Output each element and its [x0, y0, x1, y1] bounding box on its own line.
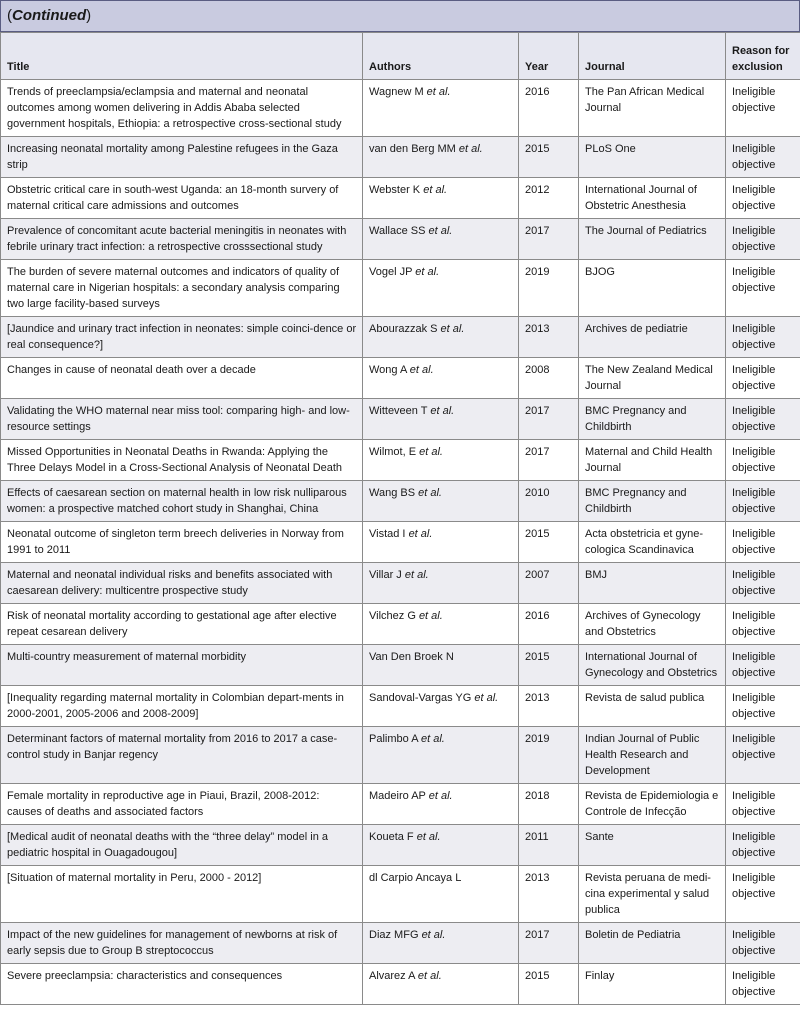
cell-title: [Situation of maternal mortality in Peru, 2000 - 2012] — [1, 866, 363, 923]
cell-reason: Ineligible objective — [726, 866, 800, 923]
author-name: Sandoval-Vargas YG — [369, 692, 472, 704]
cell-title: Missed Opportunities in Neonatal Deaths in Rwanda: Applying the Three Delays Model in a Cross-Sectional Analysis of Neonatal Death — [1, 440, 363, 481]
cell-year: 2016 — [519, 80, 579, 137]
cell-reason: Ineligible objective — [726, 481, 800, 522]
author-etal: et al. — [416, 831, 441, 843]
author-etal: et al. — [423, 184, 448, 196]
author-name: Abourazzak S — [369, 323, 438, 335]
cell-journal: BMC Pregnancy and Childbirth — [579, 399, 726, 440]
author-etal: et al. — [420, 733, 445, 745]
cell-title: Impact of the new guidelines for management of newborns at risk of early sepsis due to Group B streptococcus — [1, 923, 363, 964]
cell-title: Risk of neonatal mortality according to gestational age after elective repeat cesarean delivery — [1, 604, 363, 645]
author-name: Vistad I — [369, 528, 406, 540]
cell-year: 2017 — [519, 399, 579, 440]
author-etal: et al. — [421, 929, 446, 941]
cell-title: Obstetric critical care in south-west Uganda: an 18-month survery of maternal critical care admissions and outcomes — [1, 178, 363, 219]
author-etal: et al. — [428, 225, 453, 237]
cell-authors — [363, 358, 519, 399]
table-row — [1, 645, 800, 686]
author-name: Villar J — [369, 569, 402, 581]
cell-reason: Ineligible objective — [726, 964, 800, 1005]
cell-journal: Archives of Gynecology and Obstetrics — [579, 604, 726, 645]
author-etal: et al. — [428, 790, 453, 802]
cell-reason: Ineligible objective — [726, 219, 800, 260]
cell-authors — [363, 784, 519, 825]
cell-authors — [363, 80, 519, 137]
table-row — [1, 219, 800, 260]
cell-journal: Boletin de Pediatria — [579, 923, 726, 964]
column-header-journal: Journal — [579, 33, 726, 80]
cell-journal: BMC Pregnancy and Childbirth — [579, 481, 726, 522]
cell-title: [Medical audit of neonatal deaths with the “three delay” model in a pediatric hospital in Ouagadougou] — [1, 825, 363, 866]
author-name: Madeiro AP — [369, 790, 426, 802]
cell-year: 2011 — [519, 825, 579, 866]
author-etal: et al. — [409, 364, 434, 376]
author-etal: et al. — [408, 528, 433, 540]
cell-authors — [363, 260, 519, 317]
table-row — [1, 686, 800, 727]
cell-journal: Acta obstetricia et gyne-cologica Scandinavica — [579, 522, 726, 563]
cell-title: Changes in cause of neonatal death over a decade — [1, 358, 363, 399]
table-row — [1, 825, 800, 866]
author-name: Alvarez A — [369, 970, 415, 982]
cell-authors — [363, 825, 519, 866]
cell-year: 2007 — [519, 563, 579, 604]
cell-year: 2013 — [519, 686, 579, 727]
cell-journal: Revista de salud publica — [579, 686, 726, 727]
cell-title: Neonatal outcome of singleton term breech deliveries in Norway from 1991 to 2011 — [1, 522, 363, 563]
cell-authors — [363, 440, 519, 481]
cell-reason: Ineligible objective — [726, 80, 800, 137]
cell-reason: Ineligible objective — [726, 825, 800, 866]
author-etal: et al. — [430, 405, 455, 417]
table-row — [1, 178, 800, 219]
author-etal: et al. — [418, 487, 442, 499]
cell-year: 2019 — [519, 727, 579, 784]
cell-authors — [363, 686, 519, 727]
cell-year: 2017 — [519, 923, 579, 964]
cell-title: [Jaundice and urinary tract infection in neonates: simple coinci-dence or real consequence?] — [1, 317, 363, 358]
cell-journal: The Journal of Pediatrics — [579, 219, 726, 260]
cell-reason: Ineligible objective — [726, 399, 800, 440]
cell-journal: Finlay — [579, 964, 726, 1005]
cell-year: 2008 — [519, 358, 579, 399]
cell-reason: Ineligible objective — [726, 784, 800, 825]
table-row — [1, 440, 800, 481]
cell-journal: Maternal and Child Health Journal — [579, 440, 726, 481]
cell-reason: Ineligible objective — [726, 317, 800, 358]
cell-journal: The New Zealand Medical Journal — [579, 358, 726, 399]
cell-title: The burden of severe maternal outcomes and indicators of quality of maternal care in Nigerian hospitals: a secondary analysis comparing two large facility-based surveys — [1, 260, 363, 317]
banner-close-paren: ) — [86, 7, 92, 24]
cell-journal: International Journal of Gynecology and Obstetrics — [579, 645, 726, 686]
table-row — [1, 923, 800, 964]
table-row — [1, 604, 800, 645]
cell-year: 2013 — [519, 866, 579, 923]
header-row — [1, 33, 800, 80]
cell-title: Multi-country measurement of maternal morbidity — [1, 645, 363, 686]
author-name: Wong A — [369, 364, 407, 376]
exclusion-table — [0, 32, 800, 1005]
cell-reason: Ineligible objective — [726, 604, 800, 645]
cell-year: 2019 — [519, 260, 579, 317]
author-etal: et al. — [415, 266, 440, 278]
cell-year: 2017 — [519, 219, 579, 260]
cell-journal: The Pan African Medical Journal — [579, 80, 726, 137]
author-name: Palimbo A — [369, 733, 418, 745]
cell-authors — [363, 178, 519, 219]
cell-year: 2015 — [519, 964, 579, 1005]
author-name: Wilmot, E — [369, 446, 417, 458]
author-name: dl Carpio Ancaya L — [369, 872, 462, 884]
table-row — [1, 260, 800, 317]
table-row — [1, 481, 800, 522]
cell-reason: Ineligible objective — [726, 563, 800, 604]
author-etal: et al. — [404, 569, 429, 581]
cell-title: Maternal and neonatal individual risks and benefits associated with caesarean delivery: multicentre prospective study — [1, 563, 363, 604]
cell-authors — [363, 727, 519, 784]
table-row — [1, 317, 800, 358]
cell-reason: Ineligible objective — [726, 686, 800, 727]
author-name: Vilchez G — [369, 610, 416, 622]
cell-journal: Revista de Epidemiologia e Controle de Infecção — [579, 784, 726, 825]
column-header-authors: Authors — [363, 33, 519, 80]
cell-year: 2018 — [519, 784, 579, 825]
column-header-title: Title — [1, 33, 363, 80]
cell-journal: Sante — [579, 825, 726, 866]
cell-authors — [363, 137, 519, 178]
cell-title: Prevalence of concomitant acute bacterial meningitis in neonates with febrile urinary tract infection: a retrospective crosssectional study — [1, 219, 363, 260]
author-etal: et al. — [417, 970, 442, 982]
cell-year: 2017 — [519, 440, 579, 481]
cell-reason: Ineligible objective — [726, 923, 800, 964]
table-row — [1, 358, 800, 399]
cell-year: 2015 — [519, 645, 579, 686]
cell-journal: Revista peruana de medi-cina experimental y salud publica — [579, 866, 726, 923]
cell-journal: Archives de pediatrie — [579, 317, 726, 358]
table-header — [1, 33, 800, 80]
table-row — [1, 563, 800, 604]
cell-authors — [363, 563, 519, 604]
cell-title: Female mortality in reproductive age in Piaui, Brazil, 2008-2012: causes of deaths and associated factors — [1, 784, 363, 825]
cell-journal: International Journal of Obstetric Anesthesia — [579, 178, 726, 219]
cell-authors — [363, 866, 519, 923]
cell-year: 2012 — [519, 178, 579, 219]
table-body — [1, 80, 800, 1005]
author-name: Diaz MFG — [369, 929, 419, 941]
cell-authors — [363, 604, 519, 645]
table-row — [1, 137, 800, 178]
cell-authors — [363, 481, 519, 522]
cell-year: 2010 — [519, 481, 579, 522]
cell-year: 2015 — [519, 137, 579, 178]
cell-reason: Ineligible objective — [726, 358, 800, 399]
table-row — [1, 80, 800, 137]
cell-journal: BMJ — [579, 563, 726, 604]
author-name: Witteveen T — [369, 405, 428, 417]
cell-journal: BJOG — [579, 260, 726, 317]
cell-title: Severe preeclampsia: characteristics and consequences — [1, 964, 363, 1005]
cell-year: 2016 — [519, 604, 579, 645]
cell-authors — [363, 317, 519, 358]
cell-reason: Ineligible objective — [726, 178, 800, 219]
author-name: van den Berg MM — [369, 143, 456, 155]
cell-authors — [363, 522, 519, 563]
cell-title: Effects of caesarean section on maternal health in low risk nulliparous women: a prospective matched cohort study in Shanghai, China — [1, 481, 363, 522]
cell-title: Increasing neonatal mortality among Palestine refugees in the Gaza strip — [1, 137, 363, 178]
author-name: Webster K — [369, 184, 421, 196]
author-name: Koueta F — [369, 831, 414, 843]
author-name: Vogel JP — [369, 266, 413, 278]
table-row — [1, 727, 800, 784]
cell-reason: Ineligible objective — [726, 260, 800, 317]
cell-journal: PLoS One — [579, 137, 726, 178]
cell-title: Trends of preeclampsia/eclampsia and maternal and neonatal outcomes among women delivering in Addis Ababa selected government hospitals, Ethiopia: a retrospective cross-sectional study — [1, 80, 363, 137]
cell-authors — [363, 923, 519, 964]
cell-title: [Inequality regarding maternal mortality in Colombian depart-ments in 2000-2001, 2005-2006 and 2008-2009] — [1, 686, 363, 727]
cell-title: Validating the WHO maternal near miss tool: comparing high- and low-resource settings — [1, 399, 363, 440]
banner-open-paren: ( — [7, 7, 12, 24]
author-etal: et al. — [426, 86, 451, 98]
cell-title: Determinant factors of maternal mortality from 2016 to 2017 a case-control study in Banjar regency — [1, 727, 363, 784]
column-header-year: Year — [519, 33, 579, 80]
table-row — [1, 964, 800, 1005]
cell-reason: Ineligible objective — [726, 645, 800, 686]
cell-authors — [363, 645, 519, 686]
table-row — [1, 522, 800, 563]
author-name: Wang BS — [369, 487, 416, 499]
author-etal: et al. — [474, 692, 499, 704]
author-name: Van Den Broek N — [369, 651, 454, 663]
table-row — [1, 866, 800, 923]
table-row — [1, 784, 800, 825]
cell-reason: Ineligible objective — [726, 440, 800, 481]
cell-reason: Ineligible objective — [726, 137, 800, 178]
continued-banner — [0, 0, 800, 32]
author-name: Wagnew M — [369, 86, 424, 98]
cell-authors — [363, 219, 519, 260]
author-etal: et al. — [440, 323, 465, 335]
cell-reason: Ineligible objective — [726, 522, 800, 563]
author-etal: et al. — [419, 446, 443, 458]
cell-authors — [363, 399, 519, 440]
cell-year: 2013 — [519, 317, 579, 358]
cell-journal: Indian Journal of Public Health Research and Development — [579, 727, 726, 784]
author-name: Wallace SS — [369, 225, 426, 237]
cell-authors — [363, 964, 519, 1005]
cell-year: 2015 — [519, 522, 579, 563]
cell-reason: Ineligible objective — [726, 727, 800, 784]
author-etal: et al. — [458, 143, 483, 155]
table-row — [1, 399, 800, 440]
column-header-reason: Reason for exclusion — [726, 33, 800, 80]
author-etal: et al. — [418, 610, 443, 622]
banner-label: Continued — [12, 7, 87, 24]
